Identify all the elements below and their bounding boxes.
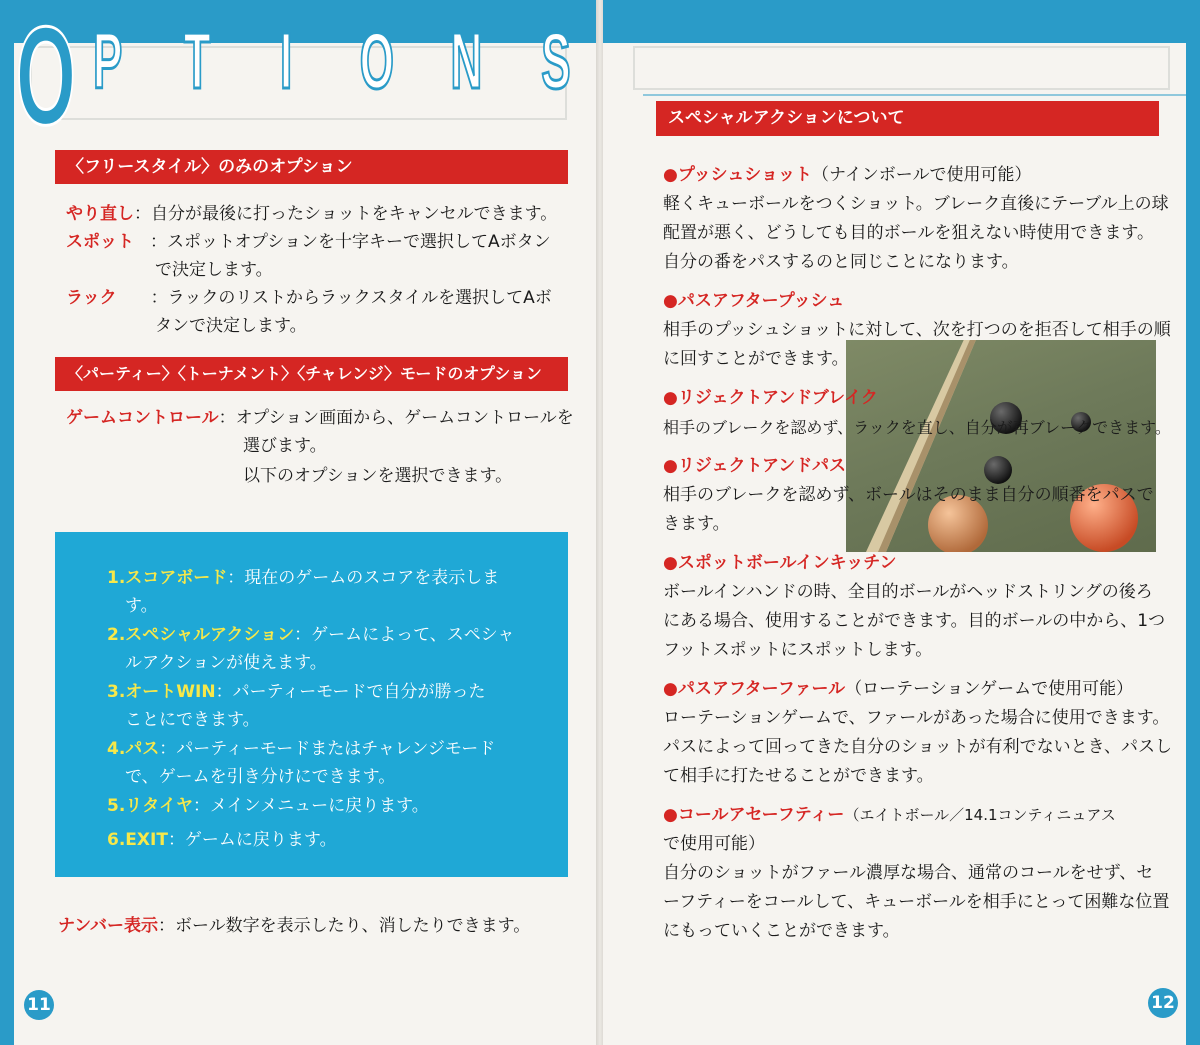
header-rule <box>643 94 1186 96</box>
option-label: やり直し <box>66 204 134 224</box>
option-row-spot <box>66 228 551 256</box>
option-text: ：ボール数字を表示したり、消したりできます。 <box>157 916 531 936</box>
billiards-photo <box>846 340 1156 552</box>
action-text: 相手のブレークを認めず、ボールはそのまま自分の順番をパスで <box>663 485 1154 505</box>
action-note: （エイトボール／14.1コンティニュアス <box>844 806 1116 824</box>
action-title: ●パスアフタープッシュ <box>663 291 845 311</box>
action-note: （ナインボールで使用可能） <box>811 165 1032 185</box>
options-title-logo <box>16 6 586 131</box>
action-text: きます。 <box>663 514 730 534</box>
action-text: にある場合、使用することができます。目的ボールの中から、1つ <box>663 611 1166 631</box>
action-pass-after-push-title <box>663 287 844 316</box>
box-option-label: 1.スコアボード <box>107 568 228 588</box>
box-option-text-cont: す。 <box>125 596 158 616</box>
box-option-label: 5.リタイヤ <box>107 796 193 816</box>
option-row-rack <box>66 284 552 312</box>
billiards-photo-art <box>846 340 1156 552</box>
action-text: 相手のプッシュショットに対して、次を打つのを拒否して相手の順 <box>663 320 1171 340</box>
title-letter-p: P <box>93 16 123 106</box>
box-option-text: ：ゲームに戻ります。 <box>167 830 337 850</box>
action-title: ●パスアフターファール <box>663 679 846 699</box>
title-letter-i: I <box>280 16 293 106</box>
option-text-continued: で決定します。 <box>155 260 273 280</box>
box-option-text: ：ゲームによって、スペシャ <box>294 625 515 645</box>
option-label: ゲームコントロール <box>66 408 219 428</box>
box-option-exit <box>107 826 337 854</box>
option-text: ：オプション画面から、ゲームコントロールを <box>218 408 574 428</box>
action-text: ボールインハンドの時、全目的ボールがヘッドストリングの後ろ <box>663 582 1153 602</box>
title-letter-s: S <box>541 16 571 106</box>
action-note: （ローテーションゲームで使用可能） <box>845 679 1134 699</box>
special-actions-header: スペシャルアクションについて <box>656 101 1159 136</box>
action-title: ●スポットボールインキッチン <box>663 553 897 573</box>
box-option-special-action <box>107 621 514 649</box>
game-control-options-box <box>55 532 568 877</box>
section-freestyle-title: 〈フリースタイル〉のみのオプション <box>55 150 568 184</box>
right-edge-stripe <box>1186 0 1200 1045</box>
box-option-label: 4.パス <box>107 739 160 759</box>
title-letter-n: N <box>450 16 483 106</box>
box-option-text: ：パーティーモードまたはチャレンジモード <box>159 739 496 759</box>
box-option-scoreboard <box>107 564 499 592</box>
box-option-text: ：パーティーモードで自分が勝った <box>215 682 486 702</box>
page-number: 12 <box>1148 988 1178 1018</box>
game-control-line: 以下のオプションを選択できます。 <box>243 466 513 486</box>
action-text: 軽くキューボールをつくショット。ブレーク直後にテーブル上の球 <box>663 194 1169 214</box>
action-reject-and-pass-title <box>663 452 846 481</box>
background-ghost-frame <box>633 46 1170 90</box>
action-text: て相手に打たせることができます。 <box>663 766 934 786</box>
box-option-text: ：現在のゲームのスコアを表示しま <box>227 568 500 588</box>
option-text-continued: タンで決定します。 <box>155 316 307 336</box>
box-option-text: ：メインメニューに戻ります。 <box>192 796 429 816</box>
option-label: スポット <box>66 232 134 252</box>
right-page <box>603 0 1200 1045</box>
action-title: ●コールアセーフティー <box>663 805 845 825</box>
option-text: ：自分が最後に打ったショットをキャンセルできます。 <box>134 204 558 224</box>
action-push-shot-title <box>663 161 1031 190</box>
option-label: ナンバー表示 <box>58 916 158 936</box>
title-letter-t: T <box>183 16 211 106</box>
page-number: 11 <box>24 990 54 1020</box>
action-text: で使用可能） <box>663 834 765 854</box>
action-text: 自分のショットがファール濃厚な場合、通常のコールをせず、セ <box>663 863 1154 883</box>
action-text: ーフティーをコールして、キューボールを相手にとって困難な位置 <box>663 892 1170 912</box>
action-pass-after-foul-title <box>663 675 1133 704</box>
box-option-label: 3.オートWIN <box>107 682 216 702</box>
option-row-undo <box>66 200 557 228</box>
top-band <box>603 0 1200 43</box>
action-text: ローテーションゲームで、ファールがあった場合に使用できます。 <box>663 708 1170 728</box>
box-option-auto-win <box>107 678 486 706</box>
box-option-text-cont: ことにできます。 <box>125 710 260 730</box>
box-option-label: 6.EXIT <box>107 830 168 850</box>
action-text: に回すことができます。 <box>663 349 849 369</box>
box-option-pass <box>107 735 495 763</box>
left-page <box>0 0 597 1045</box>
action-title: ●プッシュショット <box>663 165 812 185</box>
action-text: にもっていくことができます。 <box>663 921 900 941</box>
game-control-row <box>66 404 574 432</box>
action-text: 配置が悪く、どうしても目的ボールを狙えない時使用できます。 <box>663 223 1154 243</box>
title-letter-o: O <box>16 6 76 131</box>
number-display-row <box>58 912 530 940</box>
action-text: パスによって回ってきた自分のショットが有利でないとき、パスし <box>663 737 1172 757</box>
box-option-retire <box>107 792 429 820</box>
option-text: ：ラックのリストからラックスタイルを選択してAボ <box>150 288 552 308</box>
option-text: ：スポットオプションを十字キーで選択してAボタン <box>150 232 551 252</box>
box-option-text-cont: ルアクションが使えます。 <box>125 653 327 673</box>
option-label: ラック <box>66 288 117 308</box>
action-call-a-safety-title <box>663 801 1116 830</box>
action-reject-and-break-title <box>663 384 878 413</box>
action-spot-ball-in-kitchen-title <box>663 549 896 578</box>
section-modes-title: 〈パーティー〉〈トーナメント〉〈チャレンジ〉モードのオプション <box>55 357 568 391</box>
action-text: フットスポットにスポットします。 <box>663 640 933 660</box>
action-title: ●リジェクトアンドパス <box>663 456 846 476</box>
action-title: ●リジェクトアンドブレイク <box>663 388 878 408</box>
dark-ball <box>984 456 1012 484</box>
action-text: 自分の番をパスするのと同じことになります。 <box>663 252 1019 272</box>
action-text: 相手のブレークを認めず、ラックを直し、自分が再ブレークできます。 <box>663 418 1171 437</box>
game-control-line: 選びます。 <box>243 436 327 456</box>
box-option-label: 2.スペシャルアクション <box>107 625 295 645</box>
box-option-text-cont: で、ゲームを引き分けにできます。 <box>125 767 396 787</box>
title-letter-o2: O <box>359 16 394 106</box>
left-edge-stripe <box>0 0 14 1045</box>
